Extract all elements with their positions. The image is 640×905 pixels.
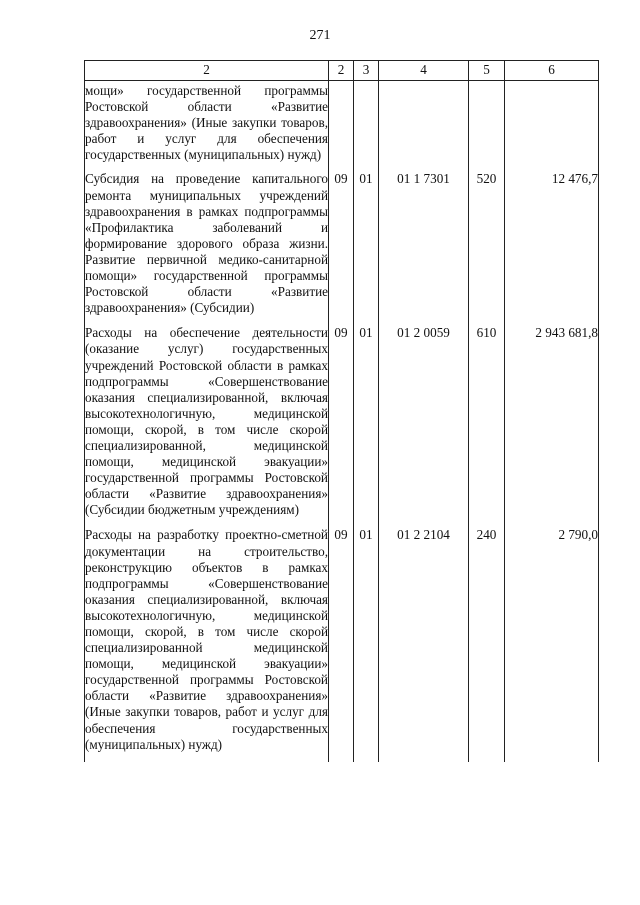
row-target-article: 01 1 7301 <box>379 171 469 325</box>
table-row <box>85 527 599 761</box>
row-target-article: 01 2 0059 <box>379 325 469 527</box>
row-description: Субсидия на проведение капитального ремонта муниципальных учреждений здравоохранения в рамках подпрограммы «Профилактика заболеваний и формирование здорового образа жизни. Развитие первичной медико-санитарной помощи» государственной программы Ростовской области «Развитие здравоохранения» (Субсидии) <box>85 171 329 325</box>
row-amount: 12 476,7 <box>505 171 599 325</box>
row-description: Расходы на разработку проектно-сметной документации на строительство, реконструкцию объектов в рамках подпрограммы «Совершенствование оказания специализированной, включая высокотехнологичную, медицинской помощи, скорой, в том числе скорой специализированной медицинской помощи, медицинской эвакуации» государственной программы Ростовской области «Развитие здравоохранения» (Иные закупки товаров, работ и услуг для обеспечения государственных (муниципальных) нужд) <box>85 527 329 761</box>
row-subsection: 01 <box>354 527 379 761</box>
column-header-description: 2 <box>85 61 329 81</box>
budget-table <box>84 60 599 762</box>
row-subsection <box>354 81 379 172</box>
row-subsection: 01 <box>354 325 379 527</box>
column-header-expense-type: 5 <box>469 61 505 81</box>
column-header-amount: 6 <box>505 61 599 81</box>
column-header-section: 2 <box>329 61 354 81</box>
row-description: Расходы на обеспечение деятельности (оказание услуг) государственных учреждений Ростовской области в рамках подпрограммы «Совершенствование оказания специализированной, включая высокотехнологичную, медицинской помощи, скорой, в том числе скорой специализированной, медицинской помощи, медицинской эвакуации» государственной программы Ростовской области «Развитие здравоохранения» (Субсидии бюджетным учреждениям) <box>85 325 329 527</box>
table-row <box>85 325 599 527</box>
row-expense-type: 520 <box>469 171 505 325</box>
row-section: 09 <box>329 325 354 527</box>
row-description: мощи» государственной программы Ростовской области «Развитие здравоохранения» (Иные закупки товаров, работ и услуг для обеспечения государственных (муниципальных) нужд) <box>85 81 329 172</box>
row-amount: 2 790,0 <box>505 527 599 761</box>
row-amount: 2 943 681,8 <box>505 325 599 527</box>
row-expense-type <box>469 81 505 172</box>
table-row <box>85 81 599 172</box>
row-section: 09 <box>329 171 354 325</box>
table-header <box>85 61 599 81</box>
column-header-subsection: 3 <box>354 61 379 81</box>
row-target-article: 01 2 2104 <box>379 527 469 761</box>
column-header-target-article: 4 <box>379 61 469 81</box>
row-target-article <box>379 81 469 172</box>
page-number: 271 <box>309 28 331 43</box>
row-expense-type: 240 <box>469 527 505 761</box>
row-section <box>329 81 354 172</box>
row-subsection: 01 <box>354 171 379 325</box>
row-expense-type: 610 <box>469 325 505 527</box>
table-row <box>85 171 599 325</box>
row-amount <box>505 81 599 172</box>
row-section: 09 <box>329 527 354 761</box>
